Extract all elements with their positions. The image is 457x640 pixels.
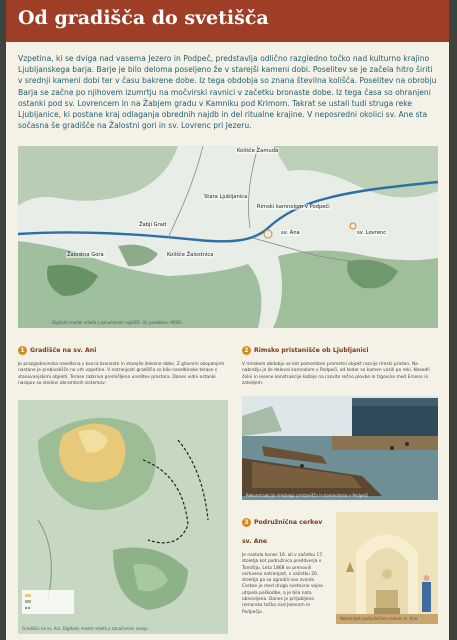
map-label-rimski-kamnolom: Rimski kamnolom v Podpeči	[257, 204, 330, 210]
map-label-kolisce-zalostnica: Kolišče Žalostnica	[167, 252, 214, 258]
church-interior-image	[336, 512, 438, 624]
section-1	[18, 340, 228, 387]
section-1-heading: Gradišče na sv. Ani	[30, 347, 97, 354]
board-title: Od gradišča do svetišča	[18, 7, 269, 29]
section-2-image-caption: Rekonstrukcija rimskega pristanišča in kamnoloma v Podpeči.	[246, 493, 370, 498]
relief-map-graphic	[18, 146, 438, 328]
section-3-text: Je nastala konec 16. ali v začetku 17. stoletja kot podružnica preddverja v Tomišlju. Leta 1868 so prenovili cerkveno notranjost, v začetku 20. stoletja pa so zgradili nov zvonik. Cerkev je med drugo svetovno vojno utrpela poškodbe, a je bila nato obnovljena. Danes je priljubljena romarska točka nad Jezerom in Podpečjo.	[242, 553, 324, 615]
church-interior-graphic	[336, 512, 438, 624]
hillfort-relief-graphic	[18, 400, 228, 634]
map-label-zalostna-gora: Žalostna Gora	[67, 252, 104, 258]
map-label-stara-ljubljanica: Stara Ljubljanica	[204, 194, 248, 200]
section-3	[242, 512, 328, 616]
section-1-image-caption: Gradišče na sv. Ani: Digitalni model reliefa z označenimi nasipi.	[22, 626, 149, 631]
section-2	[242, 340, 438, 387]
relief-map	[18, 146, 438, 328]
section-2-number: 2	[242, 346, 251, 355]
roman-harbour-image	[242, 396, 438, 500]
intro-text: Vzpetina, ki se dviga nad vasema Jezero in Podpeč, predstavlja odlično razgledno točko nad kulturno krajino Ljubljanskega barja. Barje je bilo deloma poseljeno že v starejši kameni dobi. Poselitev se je začela hitro širiti v srednji kameni dobi ter v času bakrene dobe. Iz tega obdobja so znana številna kolišča. Poselitev na obrobju Barja se začne po njihovem izumrtju na močvirski ravnici v začetku bronaste dobe. Iz tega časa so ohranjeni ostanki pod sv. Lovrencem in na Žabjem gradu v Kamniku pod Krimom. Takrat se ustali tudi struga reke Ljubljanice, ki postane kraj odlaganja obrednih najdb in del ritualne krajine. V neposredni okolici sv. Ane sta sočasna še gradišče na Žalostni gori in sv. Lovrenc pri Jezeru.	[18, 54, 437, 131]
map-label-sv-ana: sv. Ana	[281, 230, 300, 236]
roman-harbour-graphic	[242, 396, 438, 500]
map-label-kolisce-zamuda: Kolišče Zamuda	[237, 148, 279, 154]
hillfort-relief-image	[18, 400, 228, 634]
map-label-zabji-grad: Žabji Grad	[139, 222, 167, 228]
section-3-number: 3	[242, 518, 251, 527]
section-1-text: Je prazgodovinska naselbina s konca bronaste in starejše železne dobe. Z glavnim okopanjem nastane je prebivališče na vrh vzpetine. V notranjosti gradišča so bile naselbinske terase s stanovanjskimi objekti. Terase razkriva premišljena ureditev prostora. Danes vidni ostanki nasipov so sledovi obrambnih sistemov.	[18, 362, 225, 386]
section-2-text: V rimskem obdobju se kot pomemben prometni objekt razvije rimski pristan. Na nabrežju je že deloval kamnolom v Podpeči, od koder so kamen vozili po reki. Nasedli čolni in lesene konstrukcije kažejo na razvito rečno plovbo in trgovino med Emono in zaledjem.	[242, 362, 430, 386]
map-label-sv-lovrenc: sv. Lovrenc	[357, 230, 387, 236]
section-1-number: 1	[18, 346, 27, 355]
section-3-image-caption: Notranjost podružnične cerkve sv. Ane.	[340, 616, 419, 621]
information-board	[6, 0, 449, 640]
section-3-heading: Podružnična cerkev sv. Ane	[242, 519, 323, 545]
section-2-heading: Rimsko pristanišče ob Ljubljanici	[254, 347, 369, 354]
title-bar	[6, 0, 449, 42]
map-caption: Digitalni model reliefa z označenimi najdišči. Vir podatkov: ARSO.	[52, 320, 183, 325]
